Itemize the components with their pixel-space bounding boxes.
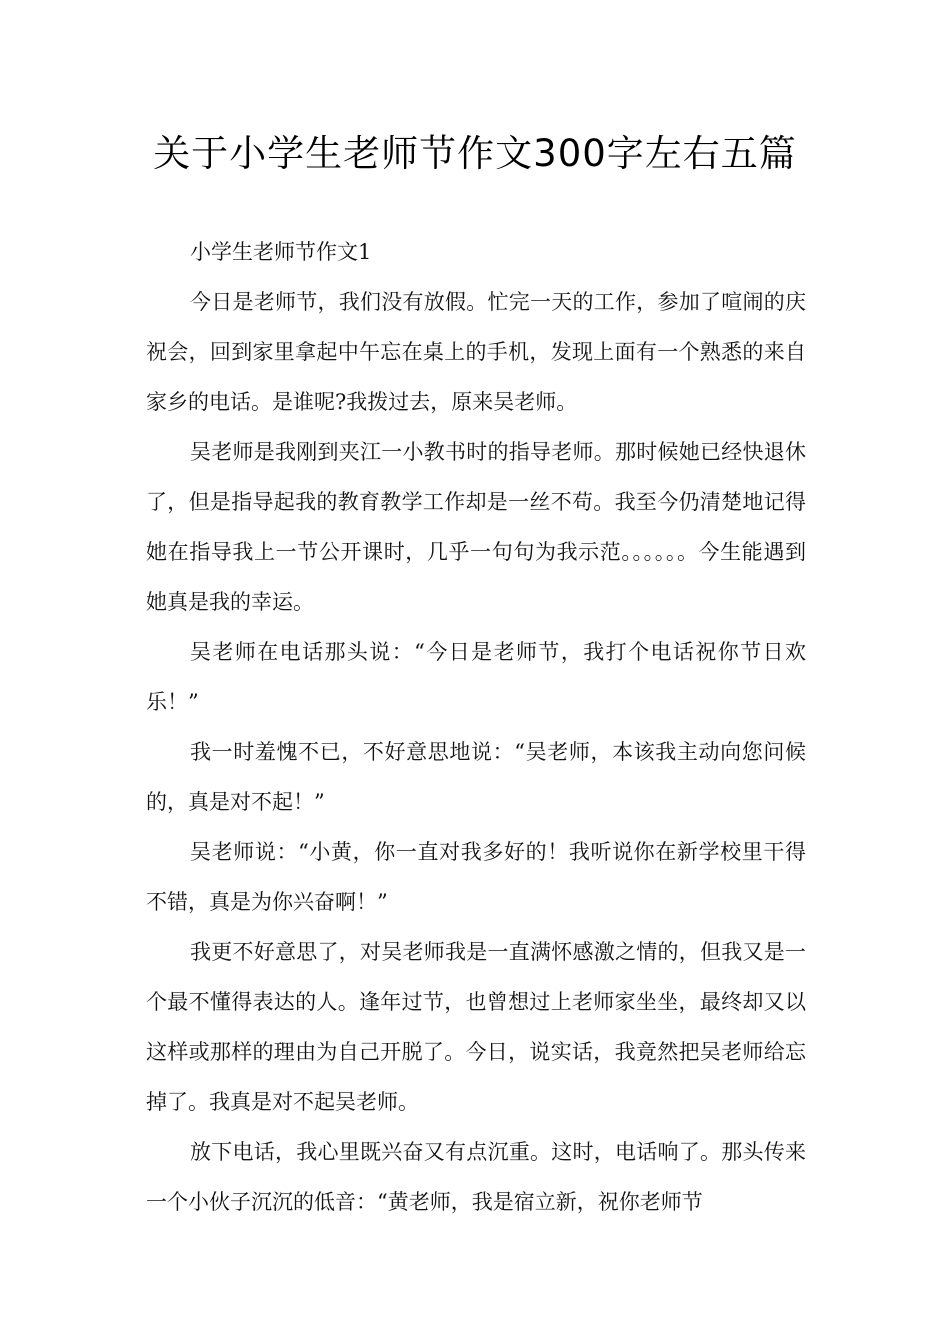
paragraph: 今日是老师节，我们没有放假。忙完一天的工作，参加了喧闹的庆祝会，回到家里拿起中午忘在桌上的手机，发现上面有一个熟悉的来自家乡的电话。是谁呢?我拨过去，原来吴老师。 [146, 290, 806, 414]
paragraph: 我一时羞愧不已，不好意思地说：“吴老师，本该我主动向您问候的，真是对不起！” [146, 740, 806, 814]
paragraph: 吴老师说：“小黄，你一直对我多好的！我听说你在新学校里干得不错，真是为你兴奋啊！” [146, 840, 806, 914]
paragraph: 放下电话，我心里既兴奋又有点沉重。这时，电话响了。那头传来一个小伙子沉沉的低音：“黄老师，我是宿立新，祝你老师节 [146, 1140, 806, 1214]
paragraph: 我更不好意思了，对吴老师我是一直满怀感激之情的，但我又是一个最不懂得表达的人。逢年过节，也曾想过上老师家坐坐，最终却又以这样或那样的理由为自己开脱了。今日，说实话，我竟然把吴老师给忘掉了。我真是对不起吴老师。 [146, 940, 806, 1114]
document-body [146, 227, 806, 1227]
section-heading: 小学生老师节作文1 [190, 240, 372, 264]
document-title: 关于小学生老师节作文300字左右五篇 [153, 132, 797, 175]
paragraph: 吴老师是我刚到夹江一小教书时的指导老师。那时候她已经快退休了，但是指导起我的教育教学工作却是一丝不苟。我至今仍清楚地记得她在指导我上一节公开课时，几乎一句句为我示范。。。。。。今生能遇到她真是我的幸运。 [146, 440, 806, 614]
paragraph: 吴老师在电话那头说：“今日是老师节，我打个电话祝你节日欢乐！” [146, 640, 806, 714]
